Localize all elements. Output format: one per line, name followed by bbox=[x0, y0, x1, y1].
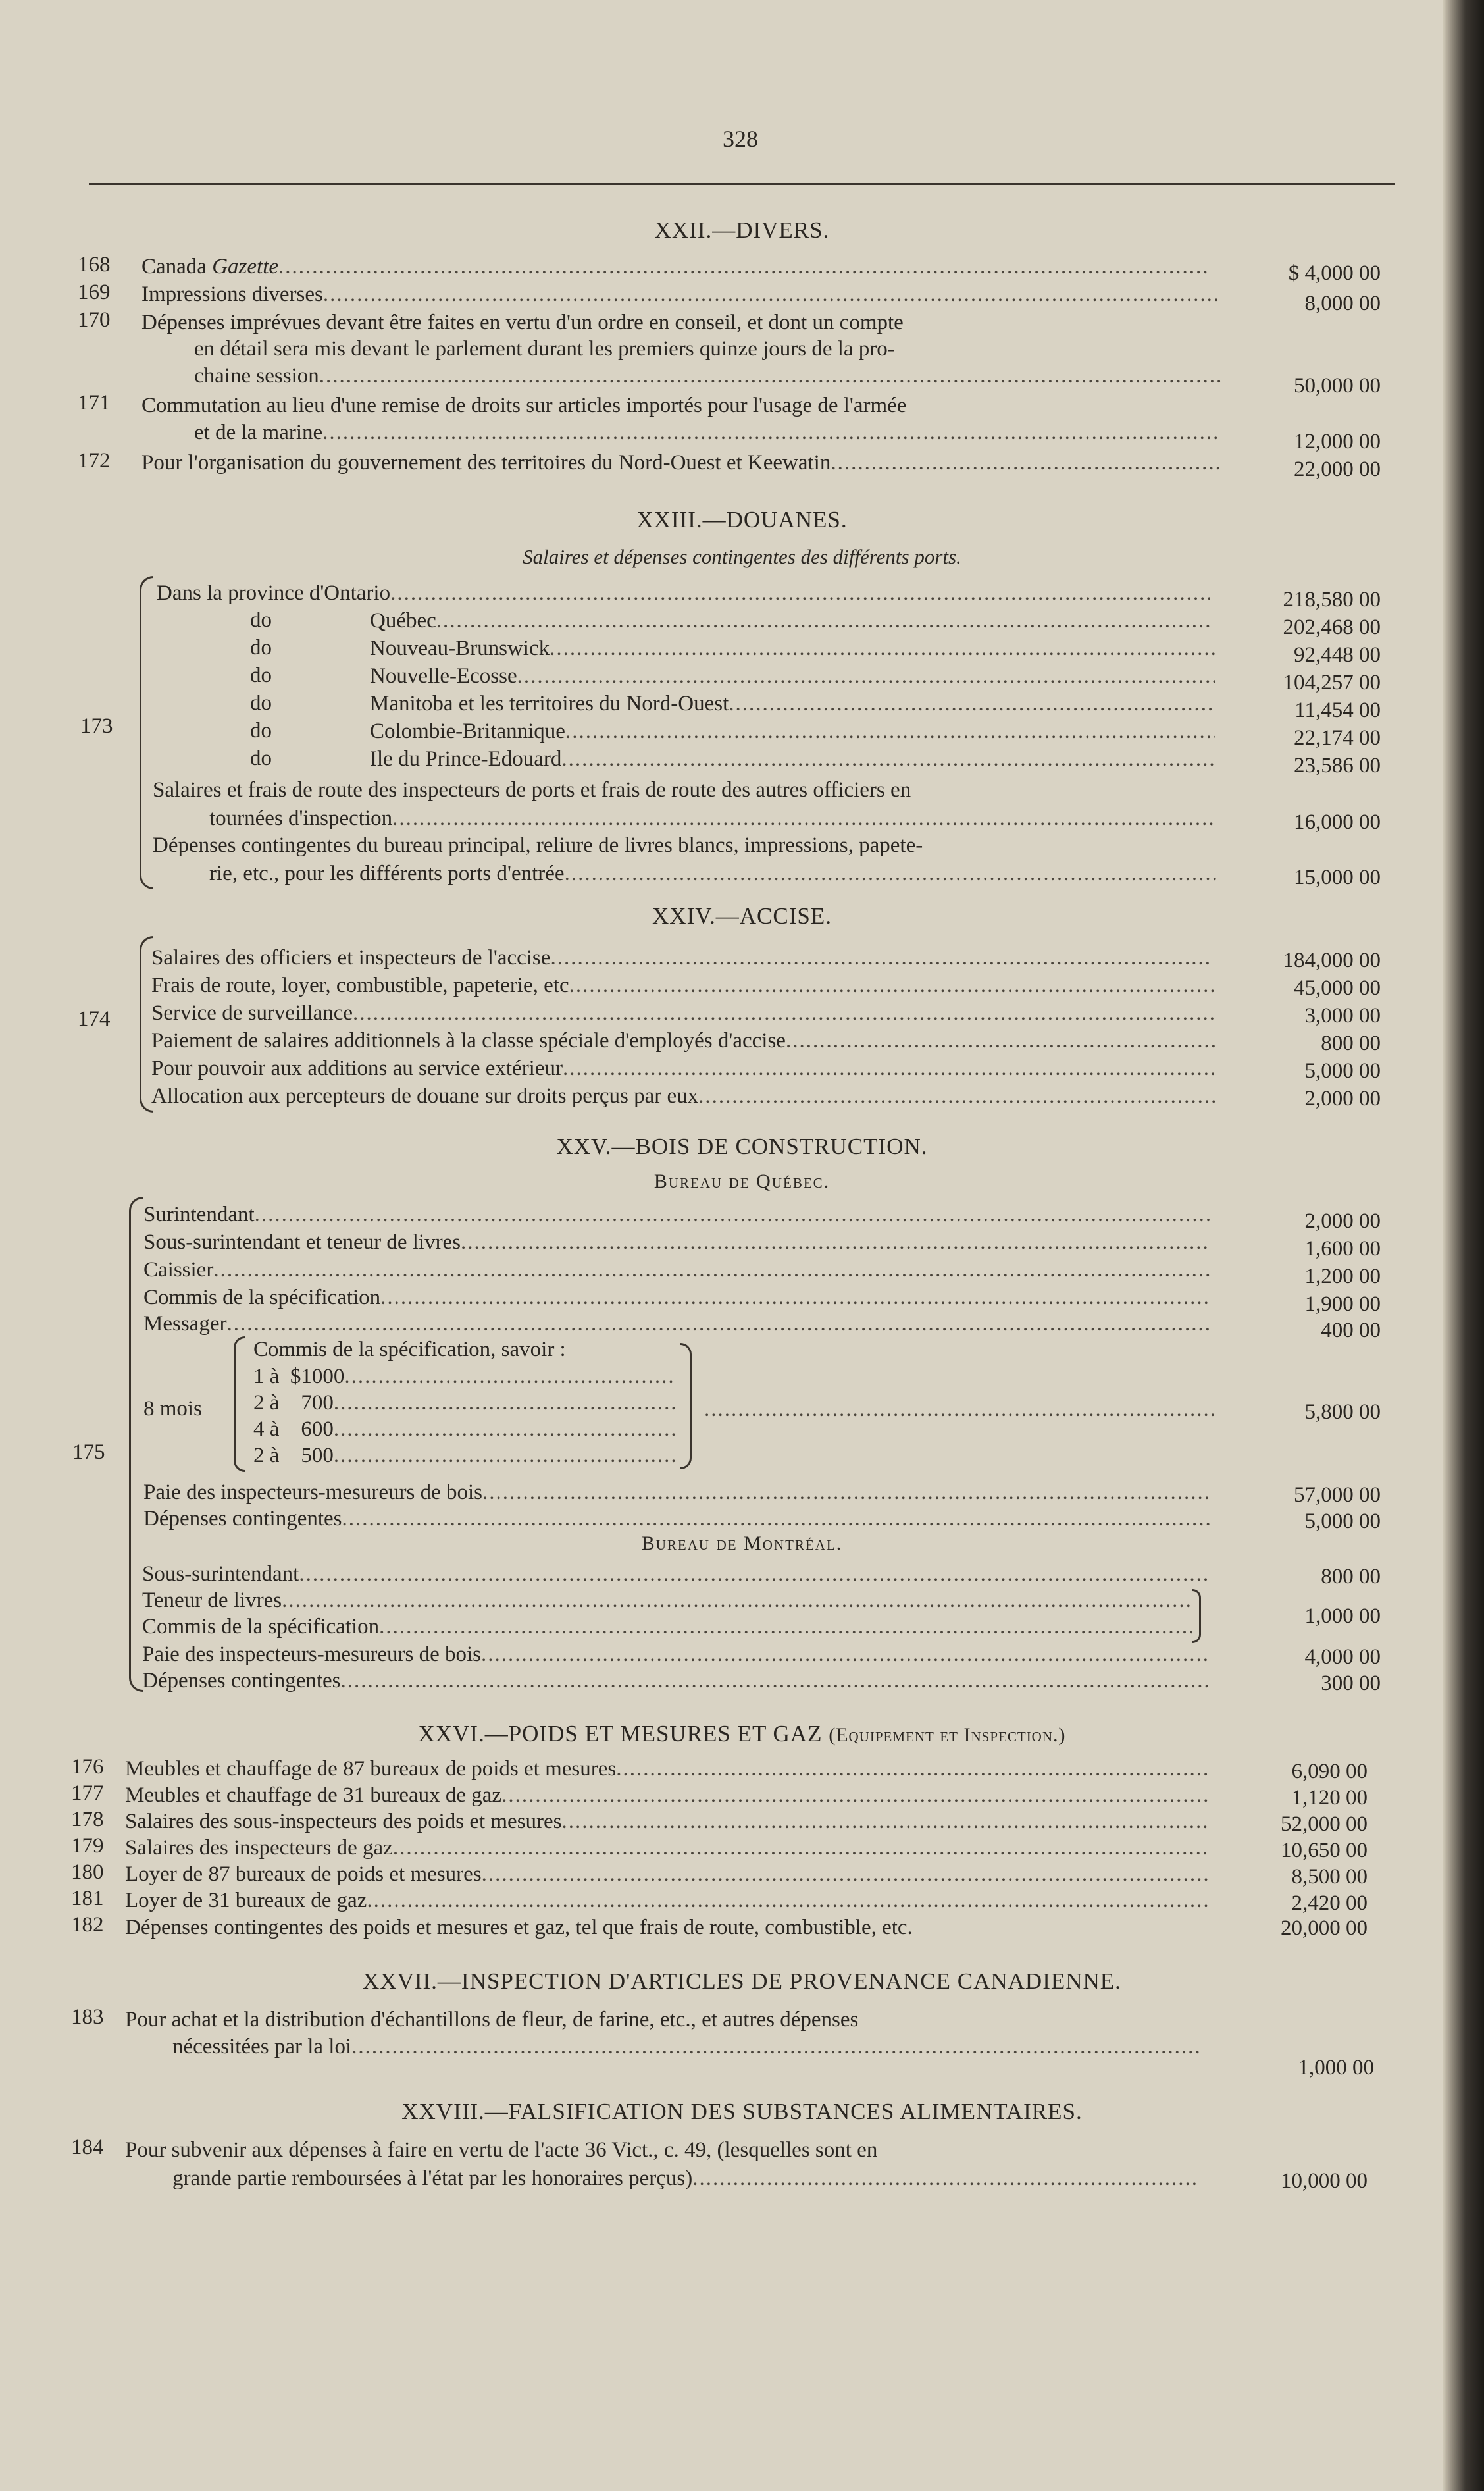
section-title-accise: XXIV.—ACCISE. bbox=[652, 903, 832, 929]
item-number: 184 bbox=[71, 2136, 104, 2159]
item-label: Québec ..... bbox=[370, 607, 1212, 635]
item-amount: 92,448 00 bbox=[1294, 643, 1381, 667]
item-amount: 5,800 00 bbox=[1304, 1400, 1381, 1424]
item-label: Teneur de livres ..... bbox=[142, 1586, 1192, 1614]
right-brace bbox=[680, 1343, 692, 1469]
item-label: Nouvelle-Ecosse ..... bbox=[370, 662, 1215, 690]
item-label: Dans la province d'Ontario ..... bbox=[157, 579, 1210, 607]
item-amount: 184,000 00 bbox=[1283, 949, 1381, 972]
item-label: Colombie-Britannique ..... bbox=[370, 718, 1215, 745]
item-label: Frais de route, loyer, combustible, papeterie, etc ..... bbox=[151, 972, 1217, 999]
item-amount: 8,000 00 bbox=[1304, 292, 1381, 315]
spec-line: 1 à $1000 ..... bbox=[253, 1363, 675, 1390]
item-label: Paie des inspecteurs-mesureurs de bois ..... bbox=[142, 1640, 1208, 1668]
item-number: 169 bbox=[78, 280, 111, 304]
section-title-divers: XXII.—DIVERS. bbox=[654, 217, 830, 243]
item-amount: 15,000 00 bbox=[1294, 866, 1381, 889]
item-amount: 10,000 00 bbox=[1281, 2169, 1368, 2193]
item-amount: 1,600 00 bbox=[1304, 1237, 1381, 1261]
item-amount: 2,000 00 bbox=[1304, 1209, 1381, 1233]
item-label: Sous-surintendant ..... bbox=[142, 1560, 1208, 1588]
item-label-line: Dépenses imprévues devant être faites en vertu d'un ordre en conseil, et dont un compte bbox=[141, 311, 904, 334]
item-amount: 800 00 bbox=[1321, 1032, 1381, 1055]
item-label: nécessitées par la loi ..... bbox=[172, 2033, 1199, 2060]
section-title-falsification: XXVIII.—FALSIFICATION DES SUBSTANCES ALIMENTAIRES. bbox=[401, 2099, 1083, 2124]
item-label: chaine session ..... bbox=[194, 362, 1221, 390]
item-amount: 202,468 00 bbox=[1283, 616, 1381, 639]
ditto: do bbox=[250, 664, 272, 687]
item-number: 178 bbox=[71, 1808, 104, 1831]
item-label: Nouveau-Brunswick ..... bbox=[370, 635, 1215, 662]
item-amount: 300 00 bbox=[1321, 1671, 1381, 1695]
item-label: Impressions diverses ..... bbox=[141, 280, 1221, 308]
item-label: Meubles et chauffage de 87 bureaux de poids et mesures ..... bbox=[125, 1755, 1208, 1783]
item-number: 183 bbox=[71, 2005, 104, 2029]
item-label: Commis de la spécification ..... bbox=[143, 1284, 1210, 1311]
item-label: Paie des inspecteurs-mesureurs de bois ..... bbox=[143, 1479, 1210, 1506]
item-number: 181 bbox=[71, 1887, 104, 1910]
section-title-douanes: XXIII.—DOUANES. bbox=[636, 507, 848, 533]
item-number: 172 bbox=[78, 449, 111, 473]
item-label: Allocation aux percepteurs de douane sur droits perçus par eux ..... bbox=[151, 1082, 1217, 1110]
item-amount: 11,454 00 bbox=[1294, 698, 1381, 722]
item-amount: 45,000 00 bbox=[1294, 976, 1381, 1000]
item-amount: 22,000 00 bbox=[1294, 458, 1381, 481]
item-label-line: Salaires et frais de route des inspecteurs de ports et frais de route des autres officiers en bbox=[153, 778, 911, 802]
item-number: 170 bbox=[78, 308, 111, 332]
item-label: Pour l'organisation du gouvernement des territoires du Nord-Ouest et Keewatin ..... bbox=[141, 449, 1221, 477]
item-label-line: Dépenses contingentes du bureau principal, reliure de livres blancs, impressions, papete- bbox=[153, 833, 923, 857]
section-title-bois: XXV.—BOIS DE CONSTRUCTION. bbox=[556, 1134, 928, 1159]
left-brace bbox=[140, 576, 153, 889]
item-label: Pour pouvoir aux additions au service extérieur ..... bbox=[151, 1055, 1217, 1082]
item-amount: 1,000 00 bbox=[1298, 2056, 1374, 2080]
section-subtitle: Salaires et dépenses contingentes des différents ports. bbox=[523, 545, 961, 568]
group-label: 8 mois bbox=[143, 1397, 202, 1421]
item-number: 173 bbox=[80, 714, 113, 738]
item-amount: 10,650 00 bbox=[1281, 1839, 1368, 1862]
ditto: do bbox=[250, 719, 272, 743]
item-number: 179 bbox=[71, 1834, 104, 1858]
item-label-line: Pour achat et la distribution d'échantillons de fleur, de farine, etc., et autres dépenses bbox=[125, 2008, 859, 2032]
item-number: 182 bbox=[71, 1913, 104, 1937]
item-label: Manitoba et les territoires du Nord-Ouest ..... bbox=[370, 690, 1215, 718]
item-label: Dépenses contingentes ..... bbox=[143, 1505, 1210, 1533]
item-label-line: Commutation au lieu d'une remise de droits sur articles importés pour l'usage de l'armée bbox=[141, 394, 907, 417]
item-number: 175 bbox=[72, 1440, 105, 1464]
item-label: et de la marine ..... bbox=[194, 419, 1221, 446]
item-amount: 104,257 00 bbox=[1283, 671, 1381, 695]
item-amount: 6,090 00 bbox=[1291, 1760, 1368, 1783]
item-label: grande partie remboursées à l'état par les honoraires perçus) ..... bbox=[172, 2164, 1199, 2192]
item-amount: 5,000 00 bbox=[1304, 1509, 1381, 1533]
item-amount: 1,900 00 bbox=[1304, 1292, 1381, 1316]
item-amount: 8,500 00 bbox=[1291, 1865, 1368, 1889]
item-label: Service de surveillance ..... bbox=[151, 999, 1217, 1027]
bureau-montreal-title: Bureau de Montréal. bbox=[641, 1533, 843, 1554]
item-amount: 50,000 00 bbox=[1294, 374, 1381, 398]
spec-line: 4 à 600 ..... bbox=[253, 1415, 675, 1443]
item-label-line: Pour subvenir aux dépenses à faire en vertu de l'acte 36 Vict., c. 49, (lesquelles sont en bbox=[125, 2138, 878, 2162]
item-amount: 5,000 00 bbox=[1304, 1059, 1381, 1083]
item-number: 180 bbox=[71, 1860, 104, 1884]
item-number: 174 bbox=[78, 1007, 111, 1031]
item-label: Surintendant ..... bbox=[143, 1201, 1210, 1228]
item-label: Commis de la spécification ..... bbox=[142, 1613, 1192, 1640]
group-head: Commis de la spécification, savoir : bbox=[253, 1338, 566, 1361]
item-amount: 2,420 00 bbox=[1291, 1891, 1368, 1915]
item-label: rie, etc., pour les différents ports d'entrée ..... bbox=[209, 860, 1216, 887]
item-label: Salaires des inspecteurs de gaz ..... bbox=[125, 1834, 1208, 1862]
bureau-quebec-title: Bureau de Québec. bbox=[653, 1170, 831, 1192]
item-label: Meubles et chauffage de 31 bureaux de gaz ..... bbox=[125, 1781, 1208, 1809]
item-amount: 4,000 00 bbox=[1304, 1645, 1381, 1669]
inner-left-brace bbox=[234, 1336, 245, 1472]
ditto: do bbox=[250, 636, 272, 660]
item-label: Paiement de salaires additionnels à la classe spéciale d'employés d'accise ..... bbox=[151, 1027, 1217, 1055]
item-amount: 400 00 bbox=[1321, 1319, 1381, 1342]
item-amount: 12,000 00 bbox=[1294, 430, 1381, 454]
item-amount: 22,174 00 bbox=[1294, 726, 1381, 750]
ditto: do bbox=[250, 608, 272, 632]
header-rule bbox=[89, 183, 1395, 185]
spec-line: 2 à 500 ..... bbox=[253, 1442, 675, 1469]
item-amount: 1,000 00 bbox=[1304, 1604, 1381, 1628]
spec-leader bbox=[704, 1396, 1217, 1423]
left-brace bbox=[129, 1197, 143, 1692]
right-brace bbox=[1192, 1589, 1201, 1643]
item-amount: 218,580 00 bbox=[1283, 588, 1381, 612]
ditto: do bbox=[250, 691, 272, 715]
item-label: Ile du Prince-Edouard ..... bbox=[370, 745, 1215, 773]
item-label: Messager ..... bbox=[143, 1310, 1210, 1338]
ditto: do bbox=[250, 747, 272, 770]
section-title-poids-mesures: XXVI.—POIDS ET MESURES ET GAZ (Equipement et Inspection.) bbox=[418, 1721, 1066, 1746]
item-number: 176 bbox=[71, 1755, 104, 1779]
item-amount: 3,000 00 bbox=[1304, 1004, 1381, 1028]
item-label: Salaires des officiers et inspecteurs de l'accise ..... bbox=[151, 944, 1211, 972]
item-amount: 23,586 00 bbox=[1294, 754, 1381, 777]
item-label: Dépenses contingentes des poids et mesures et gaz, tel que frais de route, combustible, etc. bbox=[125, 1916, 913, 1939]
item-amount: 2,000 00 bbox=[1304, 1087, 1381, 1111]
item-number: 171 bbox=[78, 391, 111, 415]
item-amount: 16,000 00 bbox=[1294, 810, 1381, 834]
page-number: 328 bbox=[723, 126, 758, 152]
item-label: Sous-surintendant et teneur de livres ..... bbox=[143, 1228, 1210, 1256]
item-label: Caissier ..... bbox=[143, 1256, 1210, 1284]
item-amount: $ 4,000 00 bbox=[1288, 261, 1381, 285]
item-amount: 800 00 bbox=[1321, 1565, 1381, 1588]
item-label: Loyer de 87 bureaux de poids et mesures ..... bbox=[125, 1860, 1208, 1888]
item-label: Dépenses contingentes ..... bbox=[142, 1667, 1208, 1694]
item-amount: 20,000 00 bbox=[1281, 1916, 1368, 1940]
item-amount: 52,000 00 bbox=[1281, 1812, 1368, 1836]
section-title-inspection: XXVII.—INSPECTION D'ARTICLES DE PROVENANCE CANADIENNE. bbox=[363, 1968, 1121, 1994]
item-label: Salaires des sous-inspecteurs des poids et mesures ..... bbox=[125, 1808, 1208, 1835]
item-amount: 1,120 00 bbox=[1291, 1786, 1368, 1810]
item-number: 177 bbox=[71, 1781, 104, 1805]
item-amount: 57,000 00 bbox=[1294, 1483, 1381, 1507]
item-number: 168 bbox=[78, 253, 111, 276]
item-label: tournées d'inspection ..... bbox=[209, 804, 1216, 832]
spec-line: 2 à 700 ..... bbox=[253, 1389, 675, 1417]
item-label-line: en détail sera mis devant le parlement durant les premiers quinze jours de la pro- bbox=[194, 337, 895, 361]
item-label: Loyer de 31 bureaux de gaz ..... bbox=[125, 1887, 1208, 1914]
item-label: Canada Gazette ..... bbox=[141, 253, 1208, 280]
item-amount: 1,200 00 bbox=[1304, 1265, 1381, 1288]
